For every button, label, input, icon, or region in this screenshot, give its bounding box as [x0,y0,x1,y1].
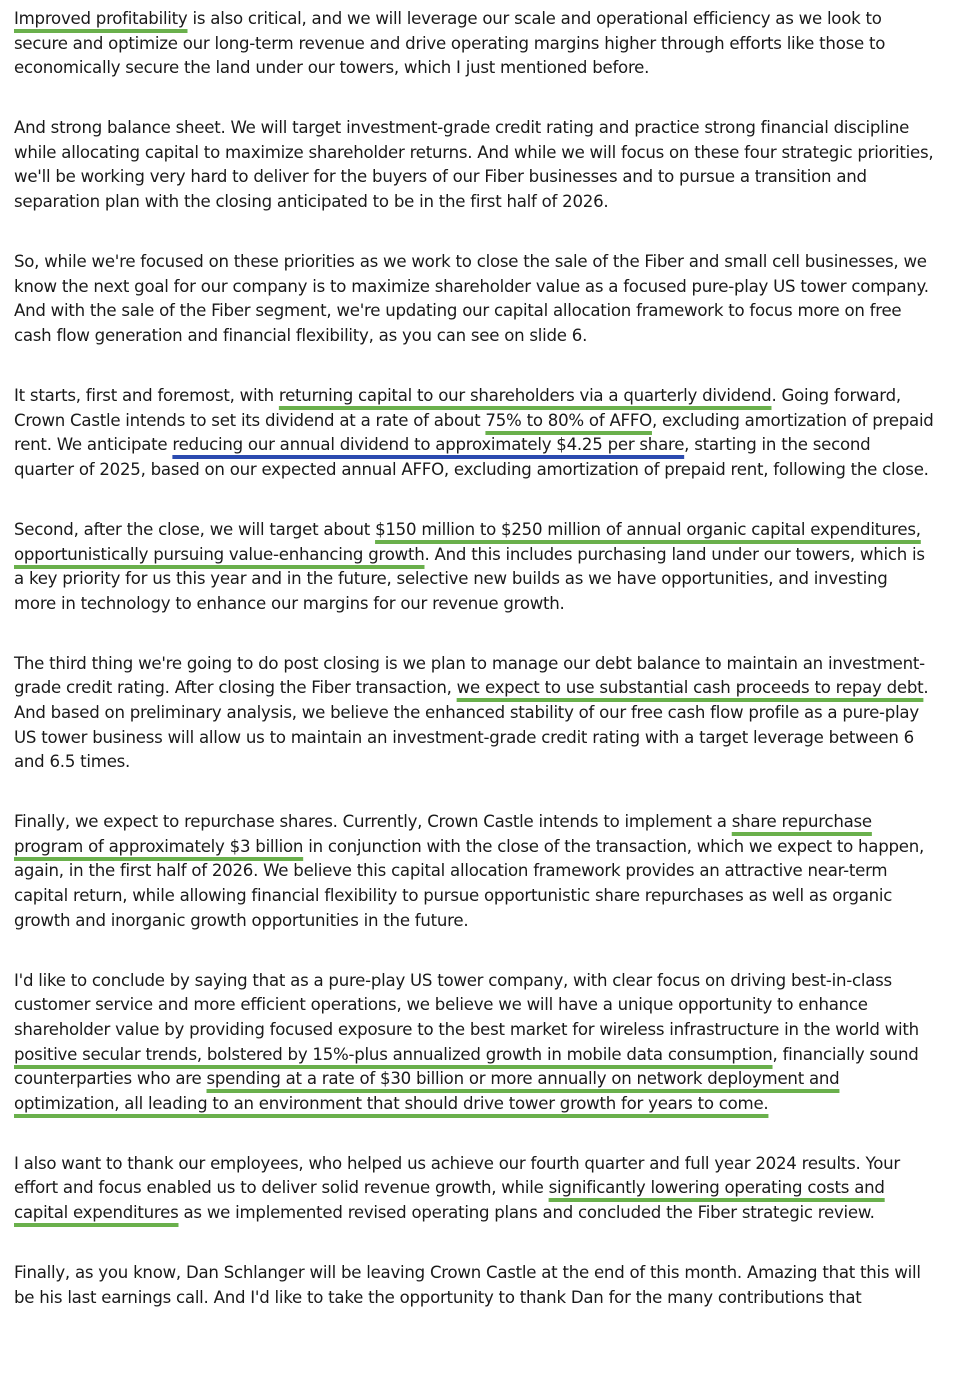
paragraph-text: The third thing we're going to do post closing is we plan to manage our debt balance to maintain an investment-grade credit rating. After closing the Fiber transaction, [14,653,925,698]
transcript-paragraph [14,1152,934,1226]
paragraph-text: . Going forward, Crown Castle intends to set its dividend at a rate of about [14,386,901,430]
paragraph-text: , excluding amortization of prepaid rent. We anticipate [14,410,934,455]
highlighted-text-green: returning capital to our shareholders via a quarterly dividend [278,386,772,406]
transcript-paragraph [14,116,934,214]
paragraph-text: Finally, we expect to repurchase shares. Currently, Crown Castle intends to implement a [14,812,732,832]
paragraph-text: as we implemented revised operating plans and concluded the Fiber strategic review. [178,1202,875,1222]
paragraph-text: in conjunction with the close of the transaction, which we expect to happen, again, in the first half of 2026. We believe this capital allocation framework provides an attractive near-term capital return, while allowing financial flexibility to pursue opportunistic share repurchases as well as organic growth and inorganic growth opportunities in the future. [14,836,925,930]
highlighted-text-blue: reducing our annual dividend to approximately $4.25 per share [172,435,685,455]
paragraph-text: , financially sound counterparties who are [14,1044,919,1089]
transcript-paragraph [14,969,934,1117]
transcript-paragraph [14,652,934,775]
highlighted-text-green: spending at a rate of $30 billion or more annually on network deployment and optimization, all leading to an environment that should drive tower growth for years to come. [14,1069,840,1113]
highlighted-text-green: significantly lowering operating costs and capital expenditures [14,1178,885,1222]
paragraph-text: I also want to thank our employees, who helped us achieve our fourth quarter and full year 2024 results. Your effort and focus enabled us to deliver solid revenue growth, while [14,1153,900,1198]
highlighted-text-green: share repurchase program of approximately $3 billion [14,812,872,856]
paragraph-text: It starts, first and foremost, with [14,386,279,406]
highlighted-text-green: positive secular trends, bolstered by 15%-plus annualized growth in mobile data consumption [14,1044,773,1064]
transcript-paragraph [14,518,934,616]
paragraph-text: , starting in the second quarter of 2025, based on our expected annual AFFO, excluding amortization of prepaid rent, following the close. [14,435,929,479]
transcript-paragraph [14,250,934,348]
paragraph-text: Second, after the close, we will target about [14,519,376,539]
paragraph-text: . And based on preliminary analysis, we believe the enhanced stability of our free cash flow profile as a pure-play US tower business will allow us to maintain an investment-grade credit rating with a target leverage between 6 and 6.5 times. [14,678,929,772]
transcript-paragraph [14,7,934,81]
paragraph-text: And strong balance sheet. We will target investment-grade credit rating and practice strong financial discipline while allocating capital to maximize shareholder returns. And while we will focus on these four strategic priorities, we'll be working very hard to deliver for the buyers of our Fiber businesses and to pursue a transition and separation plan with the closing anticipated to be in the first half of 2026. [14,118,934,212]
highlighted-text-green: we expect to use substantial cash proceeds to repay debt [456,678,924,698]
highlighted-text-green: Improved profitability [14,9,188,28]
highlighted-text-green: $150 million to $250 million of annual organic capital expenditures, opportunistically pursuing value-enhancing growth [14,519,921,564]
paragraph-text: Finally, as you know, Dan Schlanger will be leaving Crown Castle at the end of this month. Amazing that this will be his last earnings call. And I'd like to take the opportunity to thank Dan for the many contributions that [14,1263,921,1307]
paragraph-text: So, while we're focused on these priorities as we work to close the sale of the Fiber and small cell businesses, we know the next goal for our company is to maximize shareholder value as a focused pure-play US tower company. And with the sale of the Fiber segment, we're updating our capital allocation framework to focus more on free cash flow generation and financial flexibility, as you can see on slide 6. [14,252,929,345]
transcript-paragraph [14,384,934,482]
transcript-paragraph [14,810,934,933]
transcript-document [14,7,934,1346]
paragraph-text: is also critical, and we will leverage our scale and operational efficiency as we look to secure and optimize our long-term revenue and drive operating margins higher through efforts like those to economically secure the land under our towers, which I just mentioned before. [14,9,886,78]
highlighted-text-green: 75% to 80% of AFFO [485,410,652,430]
transcript-paragraph [14,1261,934,1310]
paragraph-text: . And this includes purchasing land under our towers, which is a key priority for us this year and in the future, selective new builds as we have opportunities, and investing more in technology to enhance our margins for our revenue growth. [14,544,925,613]
paragraph-text: I'd like to conclude by saying that as a pure-play US tower company, with clear focus on driving best-in-class customer service and more efficient operations, we believe we will have a unique opportunity to enhance shareholder value by providing focused exposure to the best market for wireless infrastructure in the world with [14,970,919,1039]
